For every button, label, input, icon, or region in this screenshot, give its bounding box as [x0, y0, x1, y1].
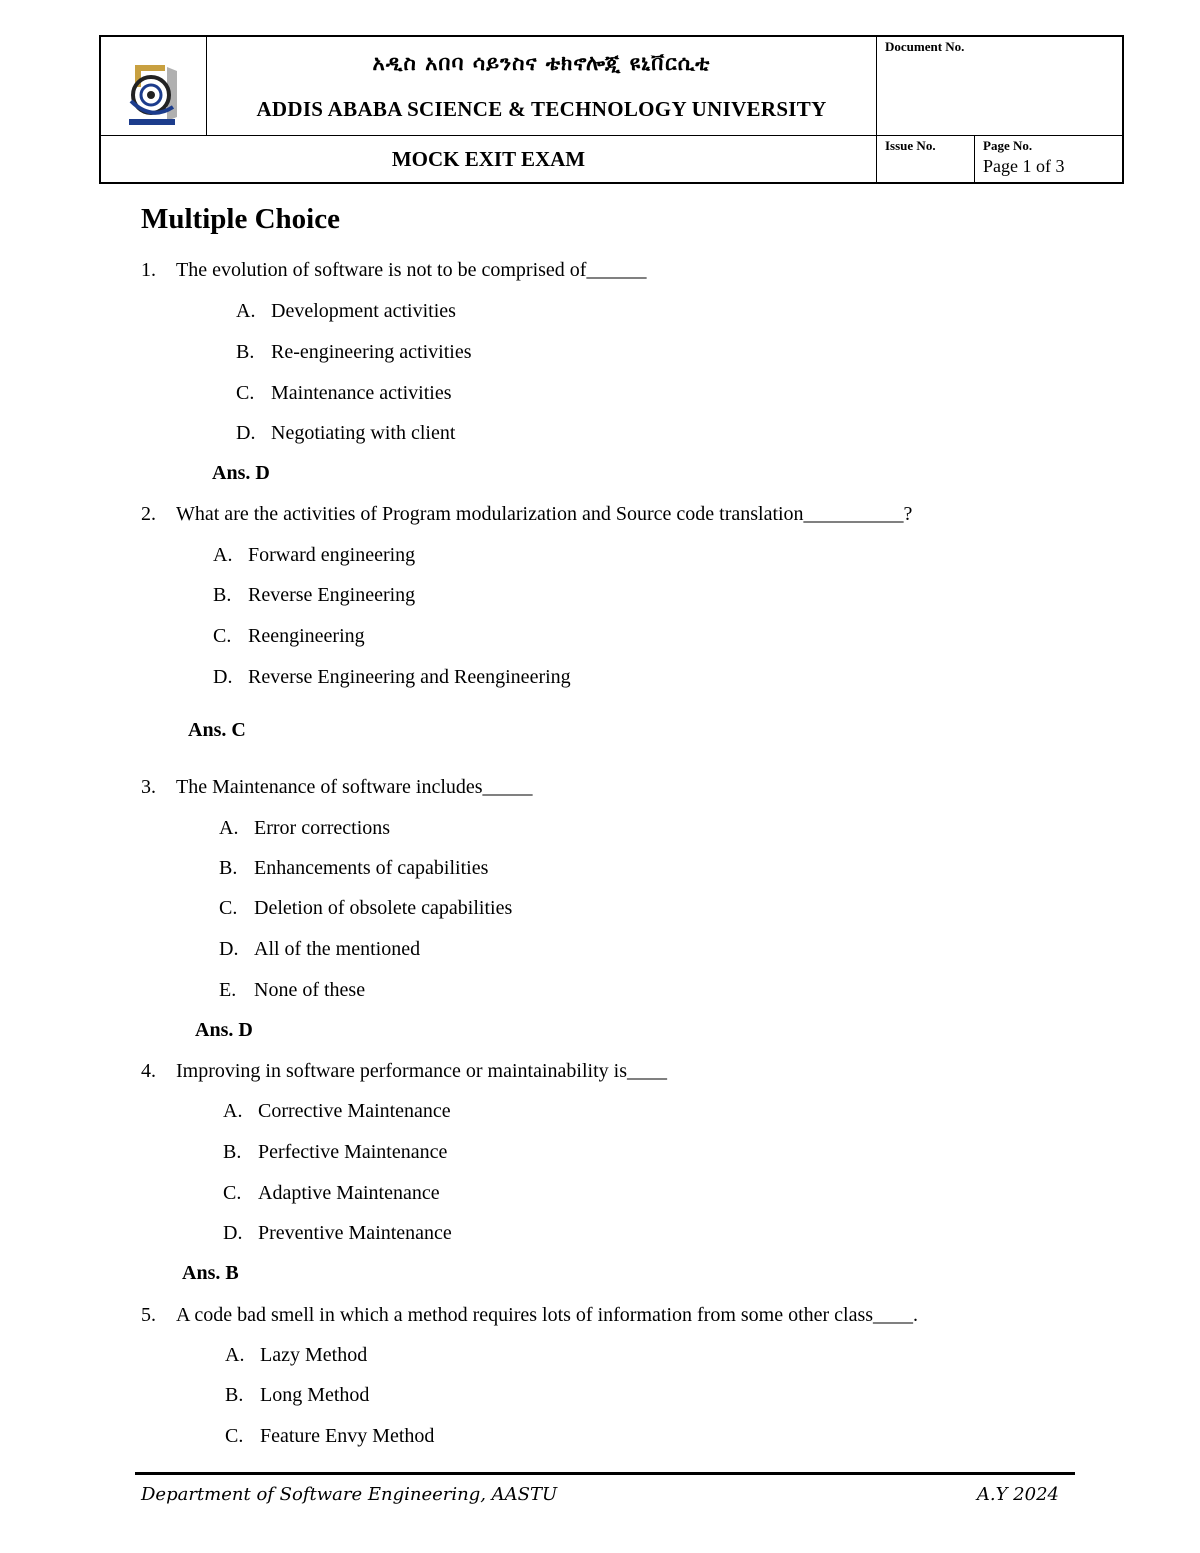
- option-2a: [213, 544, 415, 567]
- option-text: Re-engineering activities: [271, 341, 472, 363]
- answer-3: Ans. D: [195, 1019, 253, 1041]
- answer-4: Ans. B: [182, 1262, 239, 1284]
- document-header: [99, 35, 1124, 184]
- option-text: Development activities: [271, 300, 456, 322]
- option-4a: [223, 1100, 451, 1123]
- issue-number-label: Issue No.: [885, 138, 936, 153]
- option-text: Negotiating with client: [271, 422, 456, 444]
- option-text: None of these: [254, 979, 366, 1001]
- issue-number-cell: [877, 135, 975, 184]
- answer-2: Ans. C: [188, 719, 246, 741]
- question-2: [141, 503, 912, 526]
- option-1a: [236, 300, 456, 323]
- university-seal-icon: [121, 57, 185, 129]
- option-letter: C.: [213, 625, 232, 647]
- option-text: Perfective Maintenance: [258, 1141, 448, 1163]
- document-number-cell: [877, 37, 1124, 135]
- option-text: Reverse Engineering: [248, 584, 416, 606]
- question-1: [141, 259, 646, 282]
- document-number-label: Document No.: [885, 39, 965, 54]
- option-1c: [236, 382, 451, 405]
- option-letter: D.: [213, 666, 233, 688]
- option-text: Preventive Maintenance: [258, 1222, 452, 1244]
- option-2b: [213, 584, 415, 607]
- option-text: Reengineering: [248, 625, 365, 647]
- option-4d: [223, 1222, 452, 1245]
- option-2c: [213, 625, 365, 648]
- option-4b: [223, 1141, 447, 1164]
- option-letter: A.: [223, 1100, 243, 1122]
- option-text: Feature Envy Method: [260, 1425, 435, 1447]
- option-4c: [223, 1182, 440, 1205]
- question-text: Improving in software performance or maintainability is____: [176, 1060, 667, 1082]
- page-number-cell: [975, 135, 1124, 184]
- option-text: Adaptive Maintenance: [258, 1182, 440, 1204]
- option-letter: D.: [236, 422, 256, 444]
- option-text: Enhancements of capabilities: [254, 857, 489, 879]
- option-letter: A.: [213, 544, 233, 566]
- option-1d: [236, 422, 455, 445]
- option-text: Long Method: [260, 1384, 370, 1406]
- exam-title-cell: [101, 135, 877, 184]
- option-letter: B.: [213, 584, 232, 606]
- option-letter: C.: [236, 382, 255, 404]
- option-letter: B.: [225, 1384, 244, 1406]
- option-letter: B.: [236, 341, 255, 363]
- exam-title: MOCK EXIT EXAM: [391, 147, 586, 171]
- option-3d: [219, 938, 420, 961]
- option-text: Maintenance activities: [271, 382, 452, 404]
- option-letter: C.: [225, 1425, 244, 1447]
- question-text: What are the activities of Program modularization and Source code translation__________?: [176, 503, 913, 525]
- option-text: Reverse Engineering and Reengineering: [248, 666, 571, 688]
- question-5: [141, 1304, 918, 1327]
- logo-cell: [101, 37, 207, 135]
- amharic-university-name: አዲስ አበባ ሳይንስና ቴክኖሎጂ ዩኒቨርሲቲ: [372, 51, 711, 75]
- option-text: All of the mentioned: [254, 938, 421, 960]
- footer-divider: [135, 1472, 1075, 1475]
- university-name: ADDIS ABABA SCIENCE & TECHNOLOGY UNIVERSITY: [256, 97, 827, 121]
- option-text: Forward engineering: [248, 544, 416, 566]
- option-3b: [219, 857, 488, 880]
- option-text: Error corrections: [254, 817, 391, 839]
- question-number: 3.: [141, 776, 156, 798]
- answer-1: Ans. D: [212, 462, 270, 484]
- page-number-value: Page 1 of 3: [983, 156, 1065, 176]
- option-text: Deletion of obsolete capabilities: [254, 897, 513, 919]
- option-3a: [219, 817, 390, 840]
- footer-department: Department of Software Engineering, AASTU: [141, 1484, 558, 1505]
- option-5b: [225, 1384, 369, 1407]
- option-2d: [213, 666, 571, 689]
- option-letter: A.: [219, 817, 239, 839]
- question-number: 4.: [141, 1060, 156, 1082]
- section-title: Multiple Choice: [141, 203, 340, 235]
- option-letter: A.: [225, 1344, 245, 1366]
- option-5c: [225, 1425, 434, 1448]
- option-1b: [236, 341, 471, 364]
- option-letter: A.: [236, 300, 256, 322]
- page-number-label: Page No.: [983, 138, 1033, 153]
- question-number: 2.: [141, 503, 156, 525]
- footer-year: A.Y 2024: [976, 1484, 1059, 1505]
- option-letter: D.: [223, 1222, 243, 1244]
- option-text: Lazy Method: [260, 1344, 368, 1366]
- option-letter: E.: [219, 979, 237, 1001]
- option-letter: D.: [219, 938, 239, 960]
- option-letter: B.: [219, 857, 238, 879]
- question-4: [141, 1060, 667, 1083]
- question-text: The Maintenance of software includes_____: [176, 776, 533, 798]
- question-text: A code bad smell in which a method requires lots of information from some other class____.: [176, 1304, 919, 1326]
- option-3c: [219, 897, 512, 920]
- option-letter: C.: [219, 897, 238, 919]
- option-5a: [225, 1344, 367, 1367]
- option-3e: [219, 979, 365, 1002]
- option-text: Corrective Maintenance: [258, 1100, 451, 1122]
- question-number: 5.: [141, 1304, 156, 1326]
- option-letter: B.: [223, 1141, 242, 1163]
- option-letter: C.: [223, 1182, 242, 1204]
- question-number: 1.: [141, 259, 156, 281]
- university-title-cell: [207, 37, 877, 135]
- question-3: [141, 776, 533, 799]
- question-text: The evolution of software is not to be comprised of______: [176, 259, 647, 281]
